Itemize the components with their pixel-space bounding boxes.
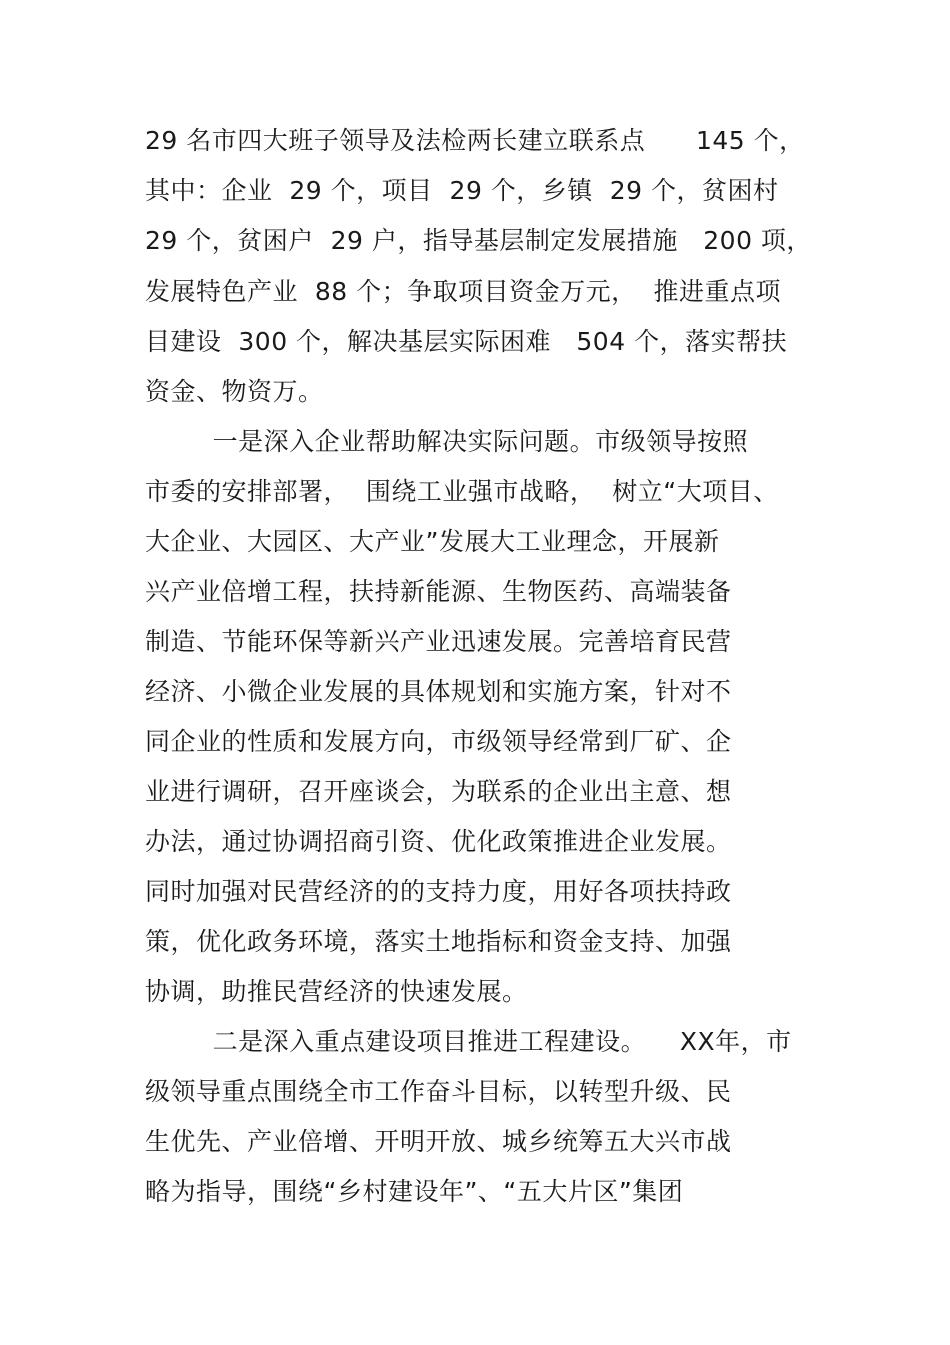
text-line: 29 个，贫困户 29 户，指导基层制定发展措施 200 项， bbox=[145, 226, 812, 255]
text-line: 略为指导，围绕“乡村建设年”、“五大片区”集团 bbox=[145, 1177, 684, 1206]
text-line: 同企业的性质和发展方向，市级领导经常到厂矿、企 bbox=[145, 727, 732, 756]
text-line: 大企业、大园区、大产业”发展大工业理念，开展新 bbox=[145, 527, 720, 556]
paragraph-first-line: 一是深入企业帮助解决实际问题。市级领导按照 bbox=[145, 427, 749, 456]
text-line: 级领导重点围绕全市工作奋斗目标，以转型升级、民 bbox=[145, 1077, 732, 1106]
text-line: 发展特色产业 88 个；争取项目资金万元， 推进重点项 bbox=[145, 277, 782, 306]
text-line: 制造、节能环保等新兴产业迅速发展。完善培育民营 bbox=[145, 627, 732, 656]
text-line: 协调，助推民营经济的快速发展。 bbox=[145, 977, 528, 1006]
text-line: 资金、物资万。 bbox=[145, 377, 324, 406]
text-line: 29 名市四大班子领导及法检两长建立联系点 145 个， bbox=[145, 126, 805, 155]
text-line: 市委的安排部署， 围绕工业强市战略， 树立“大项目、 bbox=[145, 477, 779, 506]
paragraph-first-line: 二是深入重点建设项目推进工程建设。 XX年，市 bbox=[145, 1027, 792, 1056]
text-line: 策，优化政务环境，落实土地指标和资金支持、加强 bbox=[145, 927, 732, 956]
text-line: 兴产业倍增工程，扶持新能源、生物医药、高端装备 bbox=[145, 577, 732, 606]
text-line: 同时加强对民营经济的的支持力度，用好各项扶持政 bbox=[145, 877, 732, 906]
text-line: 目建设 300 个，解决基层实际困难 504 个，落实帮扶 bbox=[145, 327, 788, 356]
text-line: 经济、小微企业发展的具体规划和实施方案，针对不 bbox=[145, 677, 732, 706]
text-line: 其中：企业 29 个，项目 29 个，乡镇 29 个，贫困村 bbox=[145, 176, 779, 205]
text-line: 生优先、产业倍增、开明开放、城乡统筹五大兴市战 bbox=[145, 1127, 732, 1156]
text-line: 办法，通过协调招商引资、优化政策推进企业发展。 bbox=[145, 827, 732, 856]
text-line: 业进行调研，召开座谈会，为联系的企业出主意、想 bbox=[145, 777, 732, 806]
